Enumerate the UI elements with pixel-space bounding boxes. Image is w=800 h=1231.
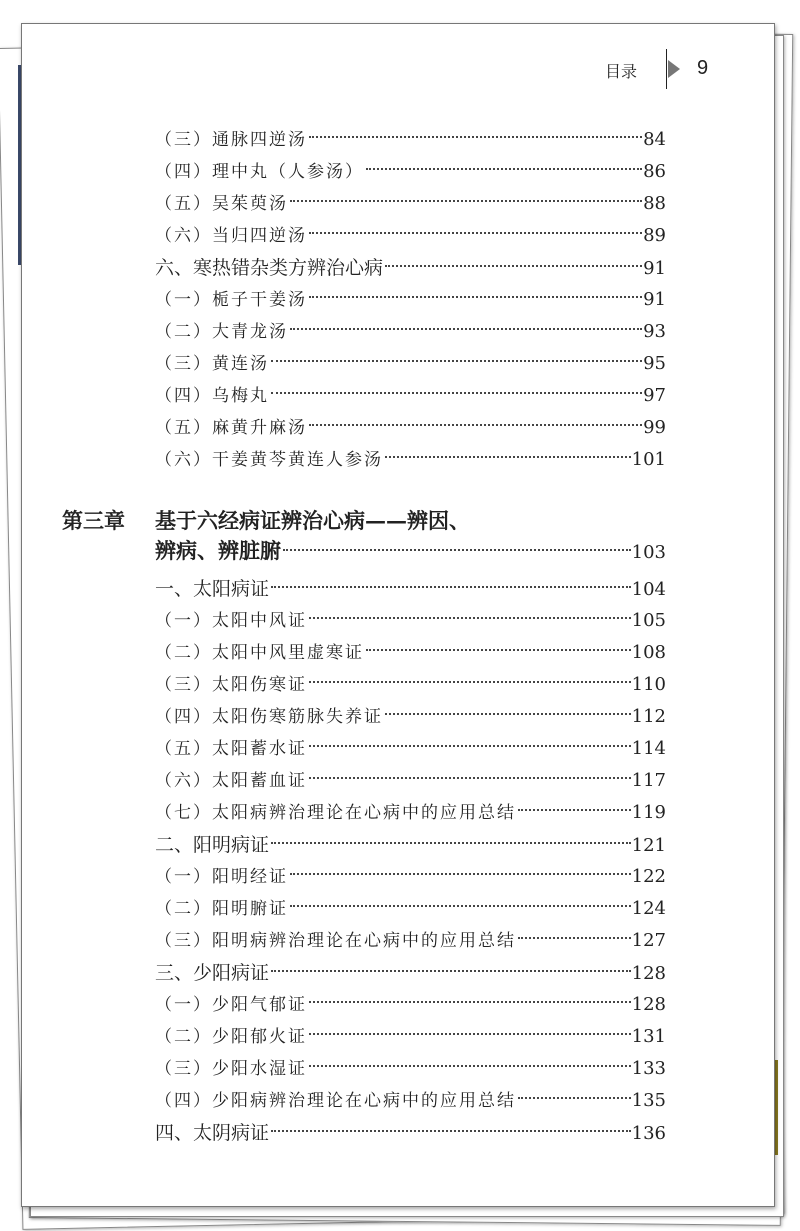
toc-entry-page: 95 bbox=[643, 353, 666, 374]
toc-entry-label: 三、少阳病证 bbox=[155, 962, 270, 984]
dot-leader bbox=[518, 937, 631, 939]
dot-leader bbox=[309, 296, 642, 298]
toc-entry[interactable] bbox=[155, 573, 666, 605]
dot-leader bbox=[385, 713, 631, 715]
toc-entry-page: 112 bbox=[631, 706, 666, 727]
dot-leader bbox=[518, 1097, 631, 1099]
dot-leader bbox=[366, 649, 631, 651]
toc-entry-label: 二、阳明病证 bbox=[155, 834, 270, 856]
dot-leader bbox=[309, 424, 642, 426]
toc-entry[interactable] bbox=[155, 124, 666, 156]
dot-leader bbox=[283, 549, 631, 551]
triangle-marker-icon bbox=[668, 60, 680, 78]
dot-leader bbox=[518, 809, 631, 811]
toc-entry-label: （一）阳明经证 bbox=[155, 867, 288, 887]
toc-entry-page: 117 bbox=[631, 770, 666, 791]
toc-entry-page: 108 bbox=[631, 642, 666, 663]
toc-entry-page: 114 bbox=[631, 738, 666, 759]
toc-entry-label: 四、太阴病证 bbox=[155, 1122, 270, 1144]
toc-entry-page: 99 bbox=[643, 417, 666, 438]
toc-entry-page: 128 bbox=[631, 994, 666, 1015]
toc-entry-label: （三）太阳伤寒证 bbox=[155, 675, 307, 695]
header-divider bbox=[666, 49, 667, 89]
toc-entry-page: 101 bbox=[631, 449, 666, 470]
toc-entry-label: （六）干姜黄芩黄连人参汤 bbox=[155, 450, 383, 470]
dot-leader bbox=[309, 617, 631, 619]
chapter-title: 基于六经病证辨治心病——辨因、 bbox=[155, 508, 470, 533]
toc-entry-label: （二）阳明腑证 bbox=[155, 899, 288, 919]
toc-list-bottom bbox=[155, 573, 666, 1149]
toc-entry-label: （二）太阳中风里虚寒证 bbox=[155, 643, 364, 663]
toc-entry[interactable] bbox=[155, 444, 666, 476]
toc-entry-page: 86 bbox=[643, 161, 666, 182]
dot-leader bbox=[309, 1001, 631, 1003]
toc-entry-label: （四）太阳伤寒筋脉失养证 bbox=[155, 707, 383, 727]
toc-entry[interactable] bbox=[155, 156, 666, 188]
toc-entry-page: 84 bbox=[643, 129, 666, 150]
dot-leader bbox=[271, 842, 631, 844]
dot-leader bbox=[309, 136, 642, 138]
toc-entry[interactable] bbox=[155, 893, 666, 925]
toc-entry[interactable] bbox=[155, 412, 666, 444]
toc-entry[interactable] bbox=[155, 637, 666, 669]
toc-entry-label: （三）通脉四逆汤 bbox=[155, 130, 307, 150]
toc-entry[interactable] bbox=[155, 316, 666, 348]
header-section-title: 目录 bbox=[605, 64, 638, 81]
toc-entry-label: （七）太阳病辨治理论在心病中的应用总结 bbox=[155, 803, 516, 823]
toc-entry[interactable] bbox=[155, 605, 666, 637]
dot-leader bbox=[290, 200, 642, 202]
toc-entry-label: （四）少阳病辨治理论在心病中的应用总结 bbox=[155, 1091, 516, 1111]
dot-leader bbox=[271, 360, 642, 362]
dot-leader bbox=[290, 328, 642, 330]
toc-entry-page: 89 bbox=[643, 225, 666, 246]
toc-entry[interactable] bbox=[155, 252, 666, 284]
toc-entry-page: 110 bbox=[631, 674, 666, 695]
toc-entry[interactable] bbox=[155, 829, 666, 861]
toc-entry[interactable] bbox=[155, 701, 666, 733]
toc-entry-label: （四）理中丸（人参汤） bbox=[155, 162, 364, 182]
toc-entry-page: 105 bbox=[631, 610, 666, 631]
toc-entry-label: （三）黄连汤 bbox=[155, 354, 269, 374]
toc-entry[interactable] bbox=[155, 957, 666, 989]
dot-leader bbox=[271, 586, 631, 588]
toc-entry-page: 93 bbox=[643, 321, 666, 342]
toc-entry[interactable] bbox=[155, 220, 666, 252]
toc-entry-label: 一、太阳病证 bbox=[155, 578, 270, 600]
toc-entry-page: 135 bbox=[631, 1090, 666, 1111]
toc-entry-label: （五）麻黄升麻汤 bbox=[155, 418, 307, 438]
toc-entry[interactable] bbox=[155, 1053, 666, 1085]
page-number: 9 bbox=[697, 57, 709, 79]
dot-leader bbox=[271, 970, 631, 972]
toc-entry-page: 127 bbox=[631, 930, 666, 951]
dot-leader bbox=[271, 1130, 631, 1132]
dot-leader bbox=[290, 905, 631, 907]
toc-entry-page: 104 bbox=[631, 579, 666, 600]
toc-list-top bbox=[155, 124, 666, 476]
toc-entry-label: （一）栀子干姜汤 bbox=[155, 290, 307, 310]
toc-entry-label: （五）吴茱萸汤 bbox=[155, 194, 288, 214]
dot-leader bbox=[309, 777, 631, 779]
dot-leader bbox=[309, 232, 642, 234]
toc-entry-page: 128 bbox=[631, 963, 666, 984]
chapter-page: 103 bbox=[631, 542, 666, 563]
toc-entry-page: 131 bbox=[631, 1026, 666, 1047]
toc-entry-page: 124 bbox=[631, 898, 666, 919]
dot-leader bbox=[366, 168, 642, 170]
toc-entry-page: 122 bbox=[631, 866, 666, 887]
toc-entry-label: （五）太阳蓄水证 bbox=[155, 739, 307, 759]
toc-entry-label: （二）大青龙汤 bbox=[155, 322, 288, 342]
toc-entry-label: （三）阳明病辨治理论在心病中的应用总结 bbox=[155, 931, 516, 951]
toc-entry-label: （六）太阳蓄血证 bbox=[155, 771, 307, 791]
toc-entry-page: 91 bbox=[643, 258, 666, 279]
toc-entry-page: 97 bbox=[643, 385, 666, 406]
toc-entry[interactable] bbox=[155, 348, 666, 380]
toc-entry[interactable] bbox=[155, 1117, 666, 1149]
toc-entry[interactable] bbox=[155, 797, 666, 829]
toc-entry-page: 136 bbox=[631, 1123, 666, 1144]
dot-leader bbox=[309, 1065, 631, 1067]
toc-entry[interactable] bbox=[155, 765, 666, 797]
toc-entry-page: 121 bbox=[631, 835, 666, 856]
chapter-title-cont: 辨病、辨脏腑 bbox=[155, 538, 281, 563]
toc-entry-page: 88 bbox=[643, 193, 666, 214]
toc-entry[interactable] bbox=[155, 284, 666, 316]
dot-leader bbox=[309, 745, 631, 747]
dot-leader bbox=[271, 392, 642, 394]
toc-entry-page: 119 bbox=[631, 802, 666, 823]
toc-entry[interactable] bbox=[155, 380, 666, 412]
toc-entry[interactable] bbox=[155, 989, 666, 1021]
toc-entry-page: 91 bbox=[643, 289, 666, 310]
toc-entry[interactable] bbox=[155, 188, 666, 220]
toc-entry[interactable] bbox=[155, 733, 666, 765]
toc-entry-label: （二）少阳郁火证 bbox=[155, 1027, 307, 1047]
toc-entry-label: （四）乌梅丸 bbox=[155, 386, 269, 406]
toc-entry-label: （三）少阳水湿证 bbox=[155, 1059, 307, 1079]
toc-entry-label: （一）太阳中风证 bbox=[155, 611, 307, 631]
toc-entry-label: 六、寒热错杂类方辨治心病 bbox=[155, 257, 384, 279]
toc-entry-label: （一）少阳气郁证 bbox=[155, 995, 307, 1015]
toc-entry[interactable] bbox=[155, 861, 666, 893]
dot-leader bbox=[385, 265, 642, 267]
toc-entry[interactable] bbox=[155, 1085, 666, 1117]
dot-leader bbox=[290, 873, 631, 875]
toc-entry[interactable] bbox=[155, 1021, 666, 1053]
dot-leader bbox=[309, 681, 631, 683]
dot-leader bbox=[309, 1033, 631, 1035]
chapter-label: 第三章 bbox=[62, 508, 125, 533]
toc-entry[interactable] bbox=[155, 669, 666, 701]
toc-entry-page: 133 bbox=[631, 1058, 666, 1079]
toc-entry[interactable] bbox=[155, 925, 666, 957]
dot-leader bbox=[385, 456, 631, 458]
toc-entry-label: （六）当归四逆汤 bbox=[155, 226, 307, 246]
